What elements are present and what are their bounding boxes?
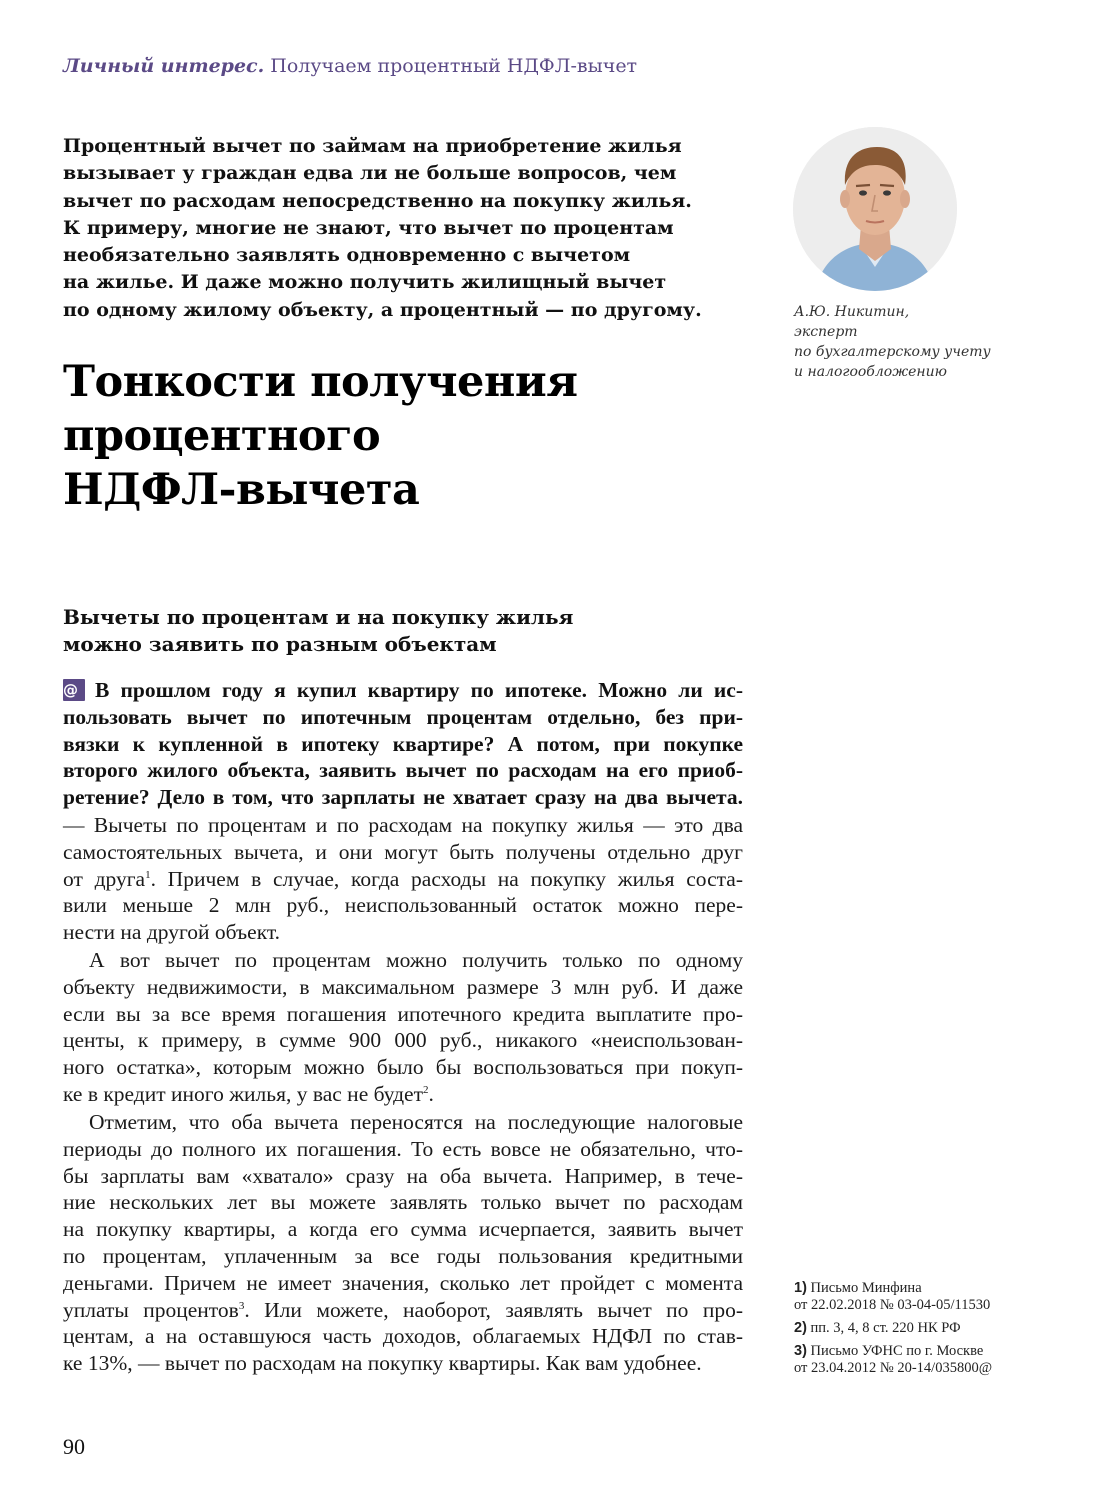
- reader-question: [63, 677, 743, 811]
- answer-line: самостоятельных вычета, и они могут быть получены отдельно друг: [63, 839, 743, 864]
- answer-line: бы зарплаты вам «хватало» сразу на оба вычета. Например, в тече-: [63, 1163, 743, 1188]
- running-head-section: Личный интерес.: [63, 55, 265, 77]
- answer-line: центы, к примеру, в сумме 900 000 руб., никакого «неиспользован-: [63, 1028, 743, 1053]
- lead-line: на жилье. И даже можно получить жилищный вычет: [63, 271, 667, 294]
- answer-line: объекту недвижимости, в максимальном размере 3 млн руб. И даже: [63, 974, 743, 999]
- author-role-line: по бухгалтерскому учету: [794, 344, 991, 360]
- subhead-line: можно заявить по разным объектам: [63, 632, 497, 656]
- answer-line: ке 13%, — вычет по расходам на покупку квартиры. Как вам удобнее.: [63, 1351, 702, 1376]
- author-portrait: [793, 127, 957, 291]
- question-line: ретение? Дело в том, что зарплаты не хватает сразу на два вычета.: [63, 785, 743, 810]
- footnote-2: 2) пп. 3, 4, 8 ст. 220 НК РФ: [794, 1320, 961, 1336]
- title-line: процентного: [63, 411, 381, 461]
- footnote-ref-2: 2: [423, 1083, 429, 1096]
- answer-line: — Вычеты по процентам и по расходам на покупку жилья — это два: [63, 813, 743, 837]
- answer-line: ке в кредит иного жилья, у вас не будет$^2$.: [63, 1081, 434, 1106]
- answer-line: уплаты процентов$^3$. Или можете, наоборот, заявлять вычет по про-: [63, 1297, 744, 1322]
- answer-line: по процентам, уплаченным за все годы пользования кредитными: [63, 1243, 743, 1268]
- lead-paragraph: [63, 133, 753, 324]
- answer-paragraph-3: [63, 1109, 743, 1377]
- footnote-3: 3) Письмо УФНС по г. Москве от 23.04.2012 № 20-14/035800@: [794, 1343, 993, 1376]
- section-subhead: [63, 604, 573, 658]
- answer-line: А вот вычет по процентам можно получить только по одному: [89, 948, 743, 972]
- answer-line: от друга$^1$. Причем в случае, когда расходы на покупку жилья соста-: [63, 866, 743, 891]
- answer-line: Отметим, что оба вычета переносятся на последующие налоговые: [89, 1110, 743, 1134]
- at-sign-icon: @: [63, 679, 85, 701]
- lead-line: необязательно заявлять одновременно с вычетом: [63, 244, 631, 267]
- footnote-ref-3: 3: [238, 1299, 245, 1312]
- lead-line: К примеру, многие не знают, что вычет по процентам: [63, 216, 674, 239]
- author-name: А.Ю. Никитин,: [794, 304, 910, 320]
- title-line: НДФЛ-вычета: [63, 465, 420, 515]
- title-line: Тонкости получения: [63, 357, 578, 407]
- answer-paragraph-1: [63, 812, 743, 946]
- footnote-ref-1: 1: [145, 868, 151, 881]
- answer-line: центам, а на оставшуюся часть доходов, облагаемых НДФЛ по став-: [63, 1324, 743, 1349]
- footnote-number: 1): [794, 1280, 807, 1296]
- answer-line: если вы за все время погашения ипотечного кредита выплатите про-: [63, 1001, 743, 1026]
- answer-line: вили меньше 2 млн руб., неиспользованный остаток можно пере-: [63, 893, 743, 918]
- answer-line: деньгами. Причем не имеет значения, сколько лет пройдет с момента: [63, 1270, 743, 1295]
- page-number: 90: [63, 1434, 85, 1459]
- answer-line: на покупку квартиры, а когда его сумма исчерпается, заявить вычет: [63, 1217, 743, 1242]
- author-caption: [794, 302, 991, 382]
- author-photo-illustration: [793, 127, 957, 291]
- question-line: вязки к купленной в ипотеку квартире? А потом, при покупке: [63, 731, 743, 756]
- lead-line: вычет по расходам непосредственно на покупку жилья.: [63, 189, 692, 212]
- answer-line: периоды до полного их погашения. То есть вовсе не обязательно, что-: [63, 1136, 743, 1161]
- subhead-line: Вычеты по процентам и на покупку жилья: [63, 605, 574, 629]
- running-head-topic: Получаем процентный НДФЛ-вычет: [264, 55, 638, 77]
- author-role-line: эксперт: [794, 324, 858, 340]
- question-line: второго жилого объекта, заявить вычет по расходам на его приоб-: [63, 758, 743, 783]
- lead-line: Процентный вычет по займам на приобретение жилья: [63, 135, 682, 157]
- question-line: @ В прошлом году я купил квартиру по ипотеке. Можно ли ис-: [63, 678, 743, 702]
- answer-line: нести на другой объект.: [63, 920, 281, 945]
- running-head: [63, 55, 637, 77]
- answer-line: ного остатка», которым можно было бы воспользоваться при покуп-: [63, 1055, 743, 1080]
- footnotes: [794, 1280, 992, 1383]
- question-line: пользовать вычет по ипотечным процентам отдельно, без при-: [63, 704, 743, 729]
- answer-line: ние нескольких лет вы можете заявлять только вычет по расходам: [63, 1190, 743, 1215]
- lead-line: вызывает у граждан едва ли не больше вопросов, чем: [63, 162, 677, 185]
- footnote-number: 3): [794, 1343, 807, 1359]
- answer-paragraph-2: [63, 947, 743, 1108]
- footnote-number: 2): [794, 1320, 807, 1336]
- author-role-line: и налогообложению: [794, 364, 947, 380]
- lead-line: по одному жилому объекту, а процентный — по другому.: [63, 298, 702, 321]
- article-title: [63, 355, 578, 517]
- footnote-1: 1) Письмо Минфина от 22.02.2018 № 03-04-05/11530: [794, 1280, 991, 1313]
